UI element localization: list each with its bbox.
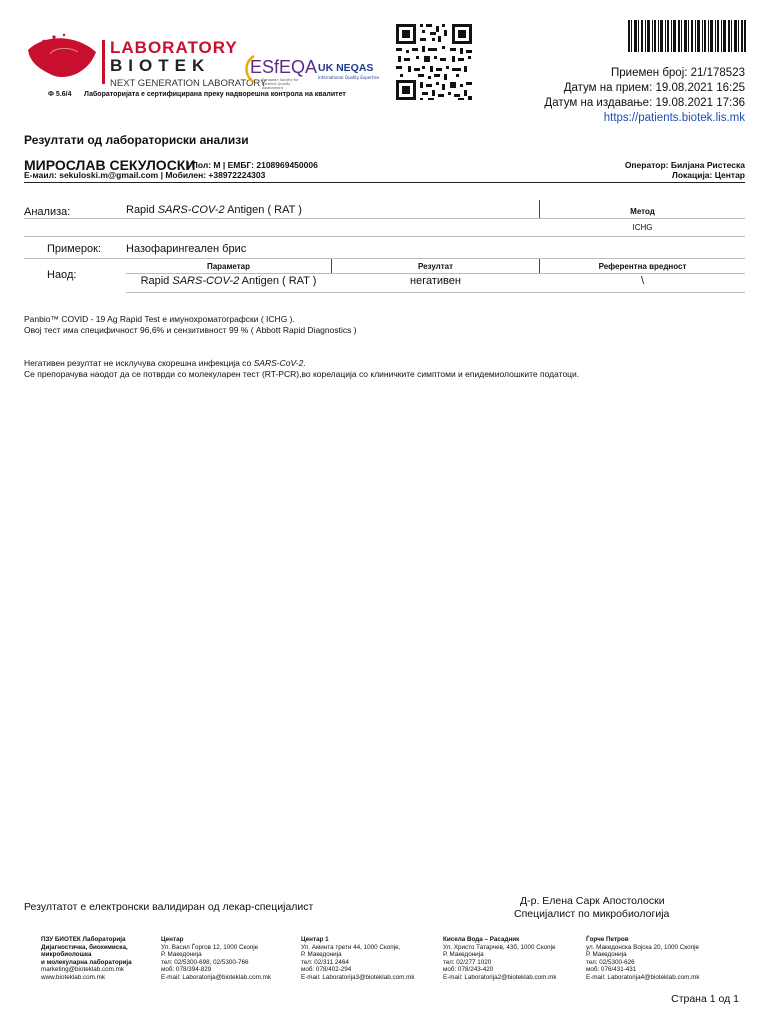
footer-center-1: Центар 1 Ул. Аминта трети 44, 1000 Скопје, Р. Македонија тел: 02/311 2464 моб: 078/402-294 E-mail: Laboratorija3@bioteklab.com.mk — [301, 936, 415, 981]
esfeqa-logo-text: ESfEQA — [250, 57, 318, 77]
result-value: негативен — [410, 275, 461, 287]
patient-divider — [24, 182, 745, 183]
col-header-parameter: Параметар — [206, 262, 251, 271]
result-parameter: Rapid SARS-COV-2 Antigen ( RAT ) — [140, 275, 317, 287]
note-recommendation: Се препорачува наодот да се потврди со молекуларен тест (RT-PCR),во корелација со клиничките симптоми и епидемиолошките податоци. — [24, 369, 580, 379]
doctor-title: Специјалист по микробиологија — [514, 908, 670, 920]
barcode-icon — [628, 20, 746, 52]
certification-line: Лабораторијата е сертифицирана преку надворешна контрола на квалитет — [84, 91, 346, 98]
patient-portal-link[interactable]: https://patients.biotek.lis.mk — [603, 112, 745, 124]
analysis-rule — [24, 218, 745, 219]
receipt-number: Приемен број: 21/178523 — [610, 67, 745, 79]
date-received: Датум на прием: 19.08.2021 16:25 — [563, 82, 745, 94]
note-specificity: Овој тест има специфичност 96,6% и сензитивност 99 % ( Abbott Rapid Diagnostics ) — [24, 325, 357, 335]
note-negative-result: Негативен резултат не исклучува скорешна инфекција со SARS-CoV-2. — [24, 358, 306, 368]
date-issued: Датум на издавање: 19.08.2021 17:36 — [544, 97, 745, 109]
method-rule — [24, 236, 745, 237]
brand-tagline: NEXT GENERATION LABORATORY — [110, 78, 267, 89]
esfeqa-subtitle: European Society for External Quality Assessment — [262, 78, 299, 90]
analysis-name: Rapid SARS-COV-2 Antigen ( RAT ) — [126, 204, 302, 216]
finding-label: Наод: — [47, 269, 77, 281]
doctor-name: Д-р. Елена Сарк Апостолоски — [520, 895, 665, 907]
biotek-drop-logo — [24, 30, 100, 82]
ukneqas-subtitle: International Quality Expertise — [318, 75, 380, 80]
page-number: Страна 1 од 1 — [671, 993, 739, 1005]
footer-kisela-voda: Кисела Вода – Расадник Ул. Христо Татарчев, 43б, 1000 Скопје Р. Македонија тел: 02/277 1020 моб: 078/243-420 E-mail: Laboratorija2@bioteklab.com.mk — [443, 936, 557, 981]
ukneqas-logo-text: UK NEQAS — [318, 62, 374, 74]
sample-label: Примерок: — [47, 243, 101, 255]
analysis-label: Анализа: — [24, 206, 71, 218]
report-title: Резултати од лабораториски анализи — [24, 133, 249, 147]
patient-contact: Е-маил: sekuloski.m@gmail.com | Мобилен: +38972224303 — [24, 170, 266, 180]
method-value: ICHG — [632, 223, 653, 232]
col-header-result: Резултат — [417, 262, 454, 271]
form-code: Ф 5.6/4 — [48, 91, 72, 98]
patient-name: МИРОСЛАВ СЕКУЛОСКИ — [24, 157, 196, 173]
operator: Оператор: Билјана Ристеска — [624, 160, 745, 170]
qr-code-icon — [394, 22, 474, 102]
col-header-reference: Референтна вредност — [598, 262, 687, 271]
result-reference: \ — [640, 275, 645, 287]
sample-value: Назофарингеален брис — [126, 243, 247, 255]
note-test-type: Panbio™ COVID - 19 Ag Rapid Test е имунохроматографски ( ICHG ). — [24, 314, 295, 324]
validation-text: Резултатот е електронски валидиран од лекар-специјалист — [24, 901, 314, 913]
brand-laboratory-word: LABORATORY — [110, 38, 238, 57]
method-header: Метод — [630, 207, 655, 216]
patient-info: | Пол: М | ЕМБГ: 2108969450006 — [187, 160, 318, 170]
location: Локација: Центар — [671, 170, 745, 180]
sample-rule — [24, 258, 745, 259]
footer-company: ПЗУ БИОТЕК Лабораторија Дијагностичка, биохемиска, микробиолошка и молекуларна лабораторија marketing@bioteklab.com.mk www.bioteklab.com.mk — [41, 936, 132, 981]
logo-divider — [102, 40, 105, 84]
brand-biotek-word: BIOTEK — [110, 56, 211, 75]
footer-gjorce-petrov: Ѓорче Петров ул. Македонска Војска 20, 1000 Скопје Р. Македонија тел: 02/5300-626 моб: 076/431-431 E-mail: Laboratorija4@bioteklab.com.mk — [586, 936, 700, 981]
header-rule — [126, 273, 745, 274]
footer-center: Центар Ул. Васил Ѓоргов 12, 1000 Скопје Р. Македонија тел: 02/5300-698, 02/5300-766 моб: 078/394-829 E-mail: Laboratorija@bioteklab.com.mk — [161, 936, 271, 981]
result-rule — [126, 292, 745, 293]
